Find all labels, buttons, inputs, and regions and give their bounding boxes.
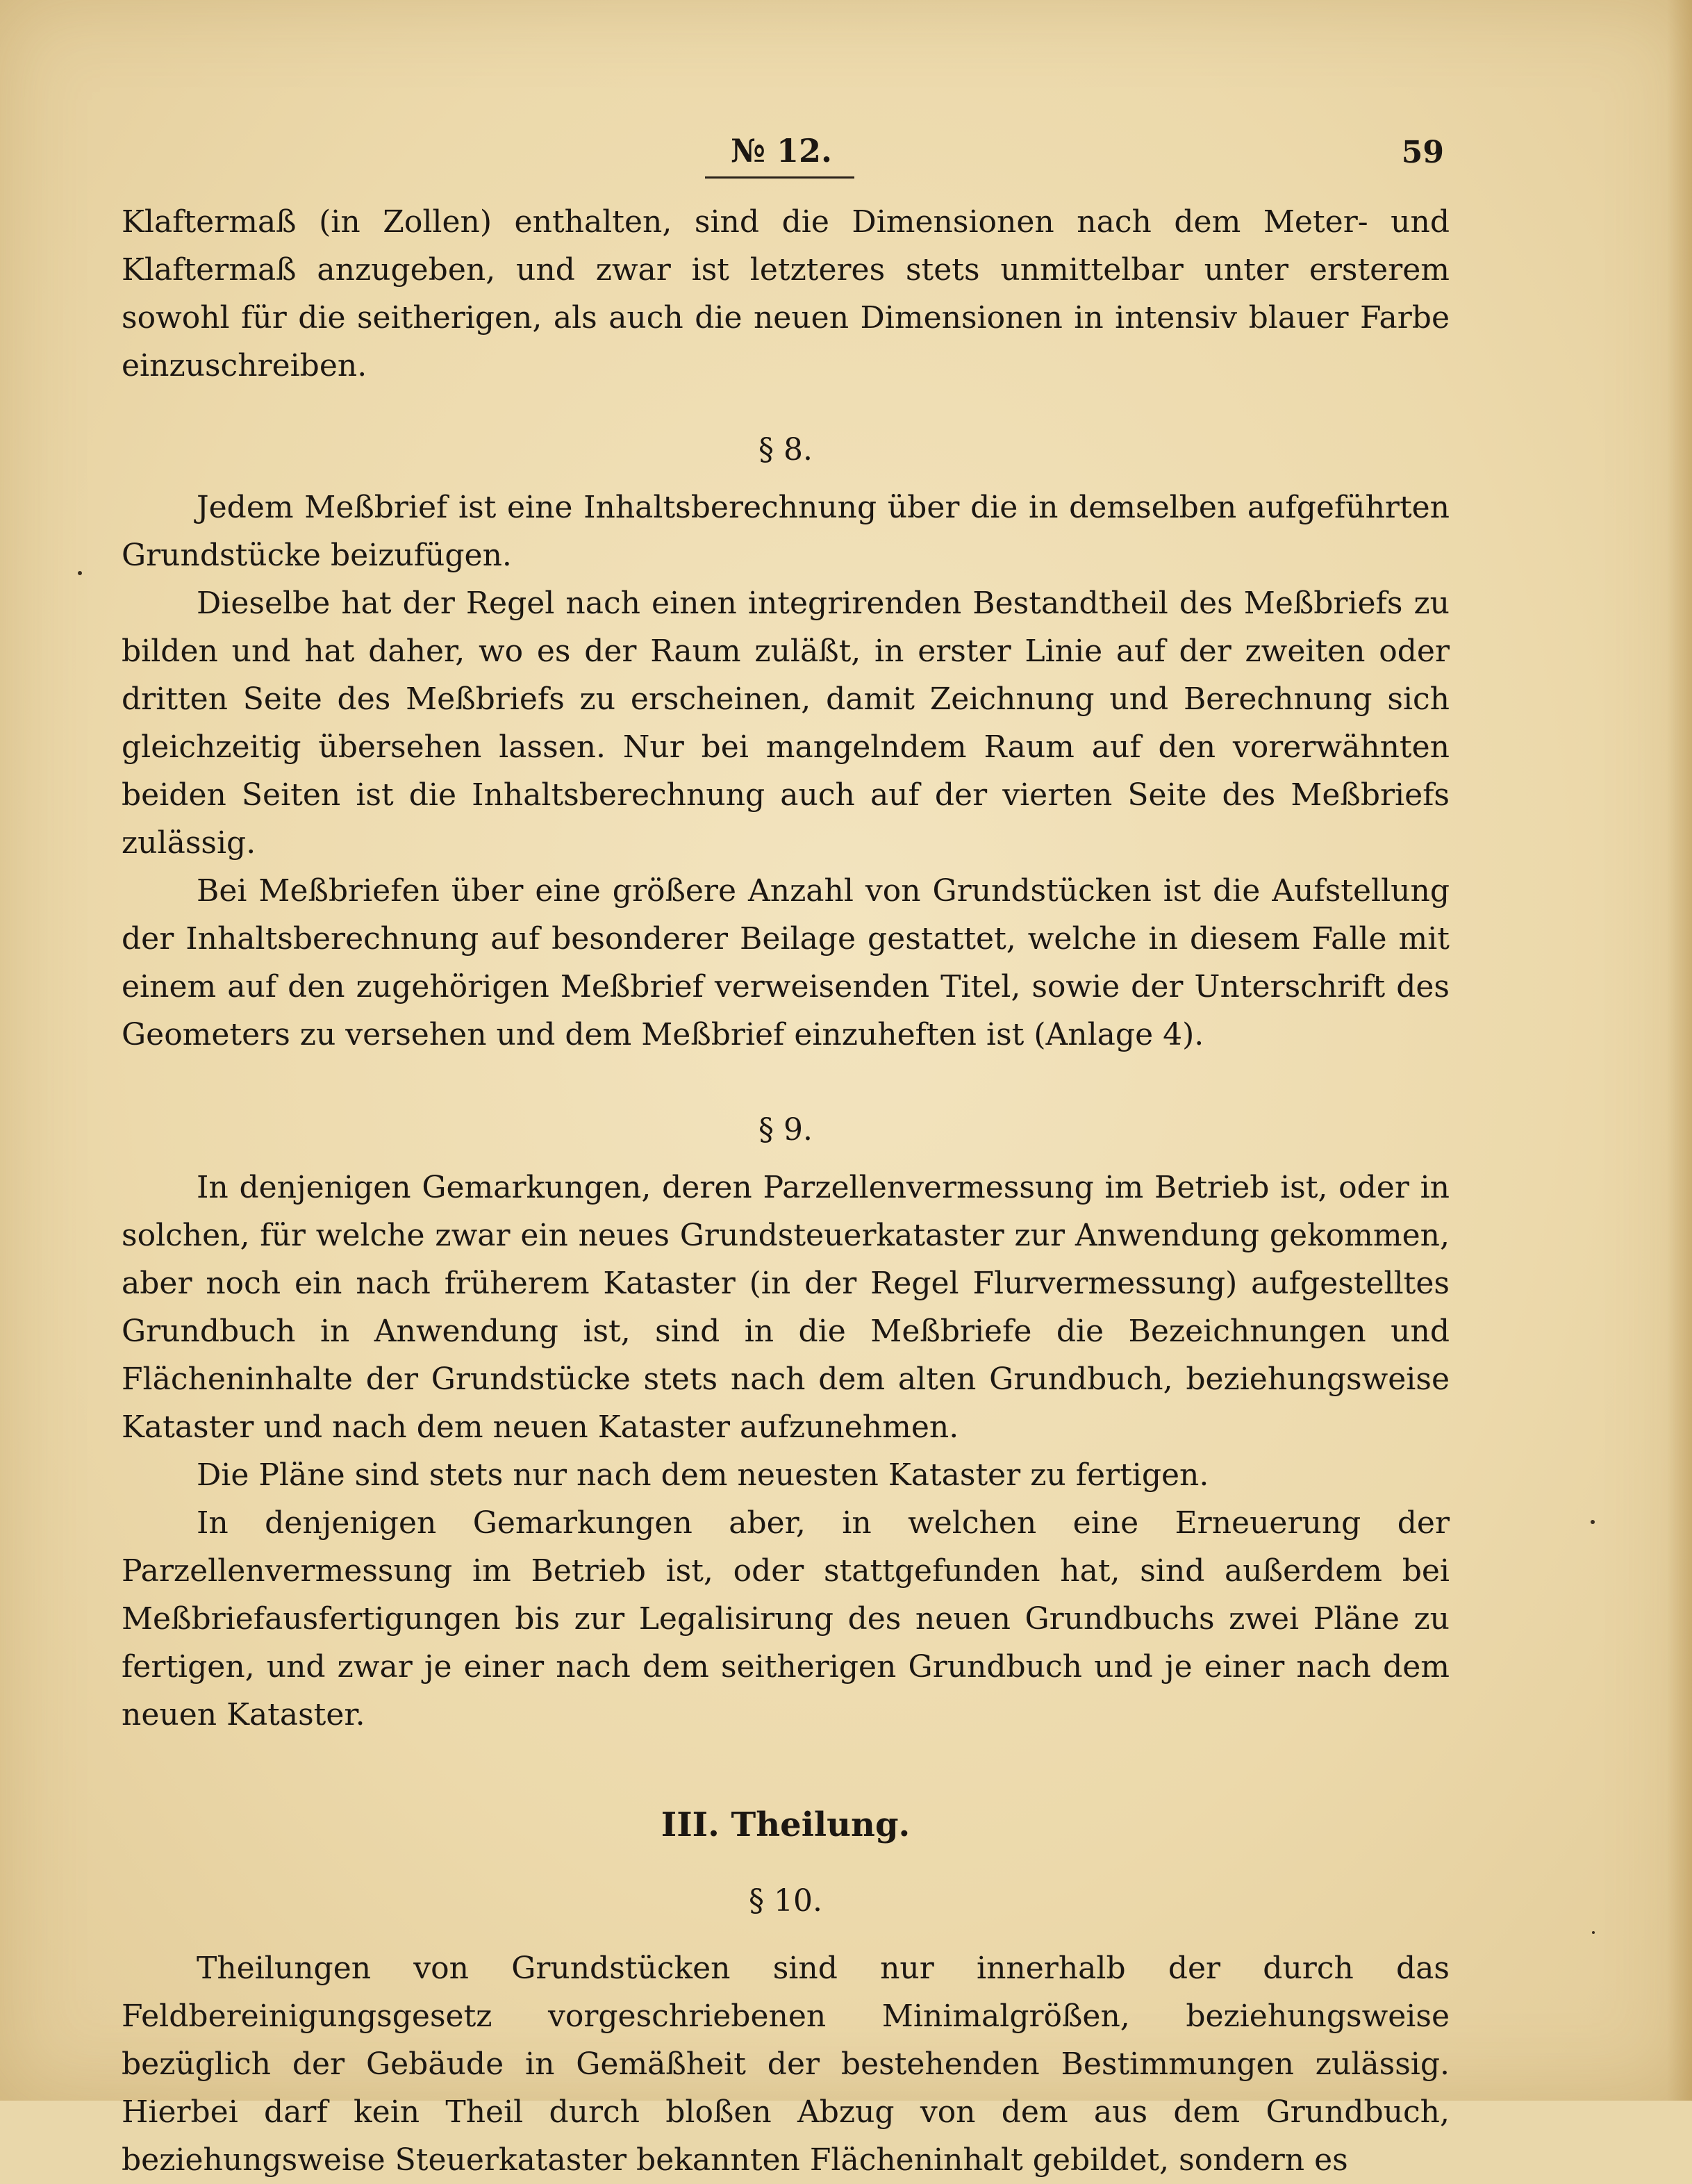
page-header bbox=[0, 132, 1692, 181]
section-9-paragraph: In denjenigen Gemarkungen aber, in welchen eine Erneuerung der Parzellenvermessung im Betrieb ist, oder stattgefunden hat, sind außerdem bei Meßbriefausfertigungen bis zur Legalisirung des neuen Grundbuchs zwei Pläne zu fertigen, und zwar je einer nach dem seitherigen Grundbuch und je einer nach dem neuen Kataster. bbox=[122, 1505, 1450, 1732]
section-10-paragraph: Theilungen von Grundstücken sind nur innerhalb der durch das Feldbereinigungsgesetz vorgeschriebenen Minimalgrößen, beziehungsweise bezüglich der Gebäude in Gemäßheit der bestehenden Bestimmungen zulässig. Hierbei darf kein Theil durch bloßen Abzug von dem aus dem Grundbuch, beziehungsweise Steuerkataster bekannten Flächeninhalt gebildet, sondern es bbox=[122, 1951, 1450, 2178]
page-edge-shadow bbox=[1667, 0, 1692, 2101]
section-9-paragraph: Die Pläne sind stets nur nach dem neuesten Kataster zu fertigen. bbox=[197, 1457, 1209, 1493]
section-8-paragraph: Dieselbe hat der Regel nach einen integrirenden Bestandtheil des Meßbriefs zu bilden und hat daher, wo es der Raum zuläßt, in erster Linie auf der zweiten oder dritten Seite des Meßbriefs zu erscheinen, damit Zeichnung und Berechnung sich gleichzeitig übersehen lassen. Nur bei mangelndem Raum auf den vorerwähnten beiden Seiten ist die Inhaltsberechnung auch auf der vierten Seite des Meßbriefs zulässig. bbox=[122, 586, 1450, 861]
section-10-heading: § 10. bbox=[749, 1883, 822, 1919]
ink-speck bbox=[1592, 1931, 1595, 1934]
chapter-heading: III. Theilung. bbox=[661, 1805, 911, 1844]
paragraph-intro: Klaftermaß (in Zollen) enthalten, sind die Dimensionen nach dem Meter- und Klaftermaß anzugeben, und zwar ist letzteres stets unmittelbar unter ersterem sowohl für die seitherigen, als auch die neuen Dimensionen in intensiv blauer Farbe einzuschreiben. bbox=[122, 204, 1450, 383]
ink-speck bbox=[78, 571, 82, 575]
issue-underline bbox=[705, 176, 854, 179]
page-body bbox=[122, 198, 1450, 2184]
issue-number: № 12. bbox=[730, 132, 833, 169]
section-9-heading: § 9. bbox=[758, 1112, 813, 1148]
page-number: 59 bbox=[1401, 135, 1444, 170]
section-8-paragraph: Bei Meßbriefen über eine größere Anzahl von Grundstücken ist die Aufstellung der Inhaltsberechnung auf besonderer Beilage gestattet, welche in diesem Falle mit einem auf den zugehörigen Meßbrief verweisenden Titel, sowie der Unterschrift des Geometers zu versehen und dem Meßbrief einzuheften ist (Anlage 4). bbox=[122, 873, 1450, 1052]
section-9-paragraph: In denjenigen Gemarkungen, deren Parzellenvermessung im Betrieb ist, oder in solchen, für welche zwar ein neues Grundsteuerkataster zur Anwendung gekommen, aber noch ein nach früherem Kataster (in der Regel Flurvermessung) aufgestelltes Grundbuch in Anwendung ist, sind in die Meßbriefe die Bezeichnungen und Flächeninhalte der Grundstücke stets nach dem alten Grundbuch, beziehungsweise Kataster und nach dem neuen Kataster aufzunehmen. bbox=[122, 1170, 1450, 1445]
section-8-paragraph: Jedem Meßbrief ist eine Inhaltsberechnung über die in demselben aufgeführten Grundstücke beizufügen. bbox=[122, 490, 1450, 573]
ink-speck bbox=[1591, 1520, 1595, 1524]
section-8-heading: § 8. bbox=[758, 432, 813, 468]
